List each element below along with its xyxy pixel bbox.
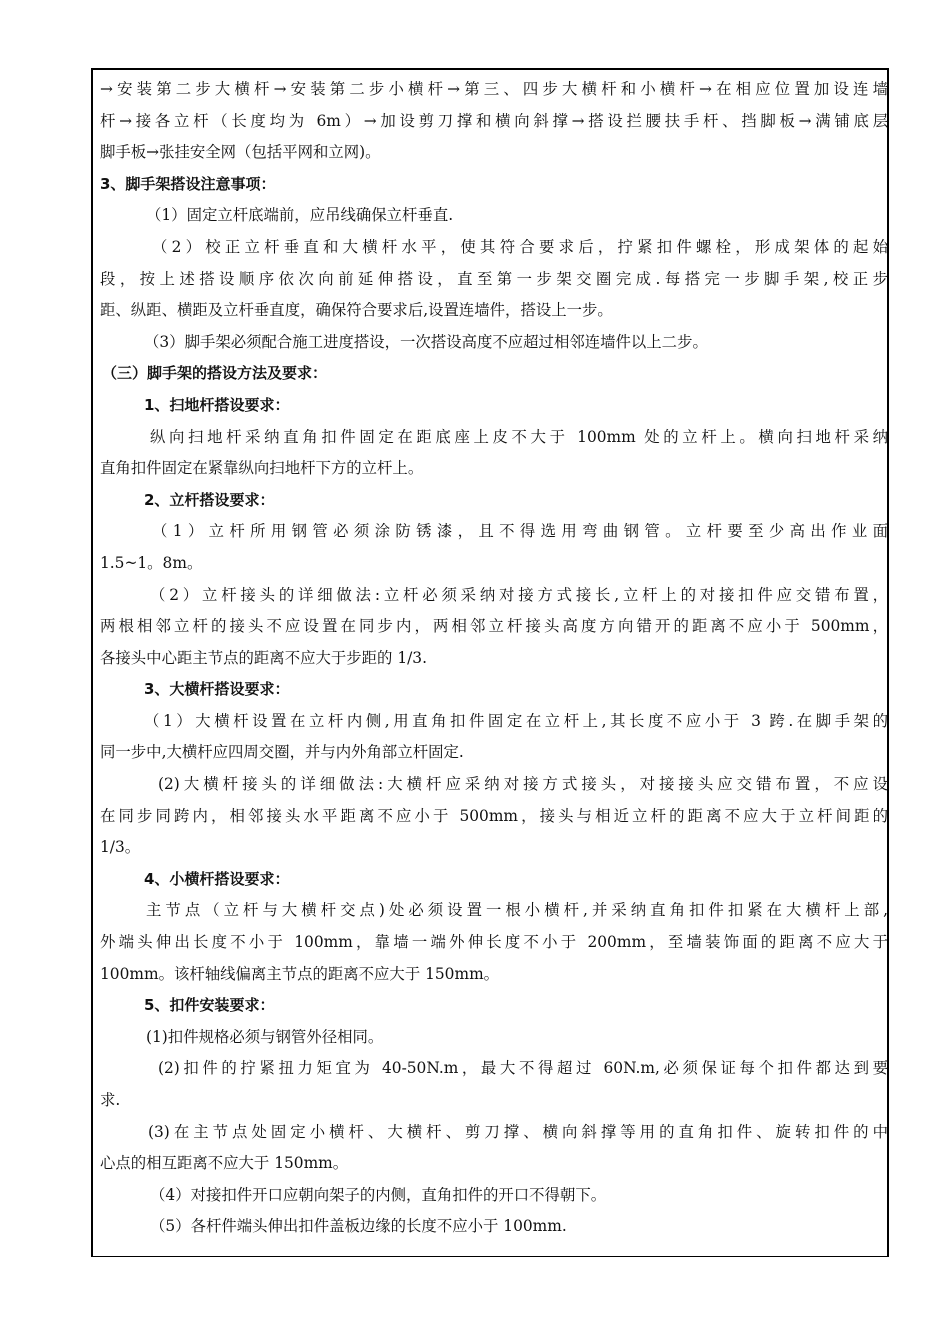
paragraph-line: (2)扣件的拧紧扭力矩宜为 40-50N.m，最大不得超过 60N.m,必须保证每个扣件都达到要	[158, 1059, 888, 1078]
section-heading: 2、立杆搭设要求：	[144, 490, 275, 509]
paragraph-line: （4）对接扣件开口应朝向架子的内侧，直角扣件的开口不得朝下。	[150, 1185, 607, 1204]
paragraph-line: 脚手板→张挂安全网（包括平网和立网)。	[100, 143, 381, 162]
paragraph-line: (2)大横杆接头的详细做法:大横杆应采纳对接方式接头，对接接头应交错布置，不应设	[158, 775, 888, 794]
paragraph-line: 纵向扫地杆采纳直角扣件固定在距底座上皮不大于 100mm 处的立杆上。横向扫地杆采纳	[150, 427, 888, 446]
paragraph-line: （1）固定立杆底端前，应吊线确保立杆垂直.	[146, 206, 454, 225]
paragraph-line: →安装第二步大横杆→安装第二步小横杆→第三、四步大横杆和小横杆→在相应位置加设连墙	[100, 80, 888, 98]
paragraph-line: 主节点（立杆与大横杆交点)处必须设置一根小横杆,并采纳直角扣件扣紧在大横杆上部,	[146, 901, 888, 920]
paragraph-line: （1）大横杆设置在立杆内侧,用直角扣件固定在立杆上,其长度不应小于 3 跨.在脚手架的	[144, 711, 888, 730]
paragraph-line: 两根相邻立杆的接头不应设置在同步内，两相邻立杆接头高度方向错开的距离不应小于 500mm，	[100, 617, 888, 636]
section-heading: 3、脚手架搭设注意事项：	[100, 174, 276, 193]
section-heading: 5、扣件安装要求：	[144, 996, 275, 1015]
section-heading: （三）脚手架的搭设方法及要求：	[102, 364, 328, 383]
document-body	[100, 74, 888, 1243]
paragraph-line: （1）立杆所用钢管必须涂防锈漆，且不得选用弯曲钢管。立杆要至少高出作业面	[152, 522, 888, 541]
paragraph-line: 段，按上述搭设顺序依次向前延伸搭设，直至第一步架交圈完成.每搭完一步脚手架,校正步	[100, 269, 888, 288]
paragraph-line: 各接头中心距主节点的距离不应大于步距的 1/3.	[100, 648, 427, 667]
section-heading: 1、扫地杆搭设要求：	[144, 395, 290, 414]
section-heading: 4、小横杆搭设要求：	[144, 869, 290, 888]
section-heading: 3、大横杆搭设要求：	[144, 680, 290, 699]
paragraph-line: 1/3。	[100, 838, 141, 857]
paragraph-line: 距、纵距、横距及立杆垂直度，确保符合要求后,设置连墙件，搭设上一步。	[100, 301, 613, 320]
paragraph-line: 求.	[100, 1091, 121, 1109]
paragraph-line: 1.5~1。8m。	[100, 553, 203, 572]
paragraph-line: 心点的相互距离不应大于 150mm。	[100, 1154, 349, 1173]
paragraph-line: （5）各杆件端头伸出扣件盖板边缘的长度不应小于 100mm.	[150, 1217, 567, 1236]
paragraph-line: 直角扣件固定在紧靠纵向扫地杆下方的立杆上。	[100, 459, 424, 478]
paragraph-line: (1)扣件规格必须与钢管外径相同。	[146, 1027, 384, 1046]
paragraph-line: 100mm。该杆轴线偏离主节点的距离不应大于 150mm。	[100, 964, 500, 983]
paragraph-line: 外端头伸出长度不小于 100mm，靠墙一端外伸长度不小于 200mm，至墙装饰面的距离不应大于	[100, 933, 888, 952]
paragraph-line: (3)在主节点处固定小横杆、大横杆、剪刀撑、横向斜撑等用的直角扣件、旋转扣件的中	[148, 1122, 888, 1141]
paragraph-line: 在同步同跨内，相邻接头水平距离不应小于 500mm，接头与相近立杆的距离不应大于立杆间距的	[100, 806, 888, 825]
paragraph-line: （3）脚手架必须配合施工进度搭设，一次搭设高度不应超过相邻连墙件以上二步。	[144, 332, 708, 351]
paragraph-line: （2）立杆接头的详细做法:立杆必须采纳对接方式接长,立杆上的对接扣件应交错布置，	[150, 585, 888, 604]
paragraph-line: 杆→接各立杆（长度均为 6m）→加设剪刀撑和横向斜撑→搭设拦腰扶手杆、挡脚板→满铺底层	[100, 111, 888, 130]
paragraph-line: 同一步中,大横杆应四周交圈，并与内外角部立杆固定.	[100, 743, 464, 762]
paragraph-line: （2）校正立杆垂直和大横杆水平，使其符合要求后，拧紧扣件螺栓，形成架体的起始	[152, 237, 888, 256]
